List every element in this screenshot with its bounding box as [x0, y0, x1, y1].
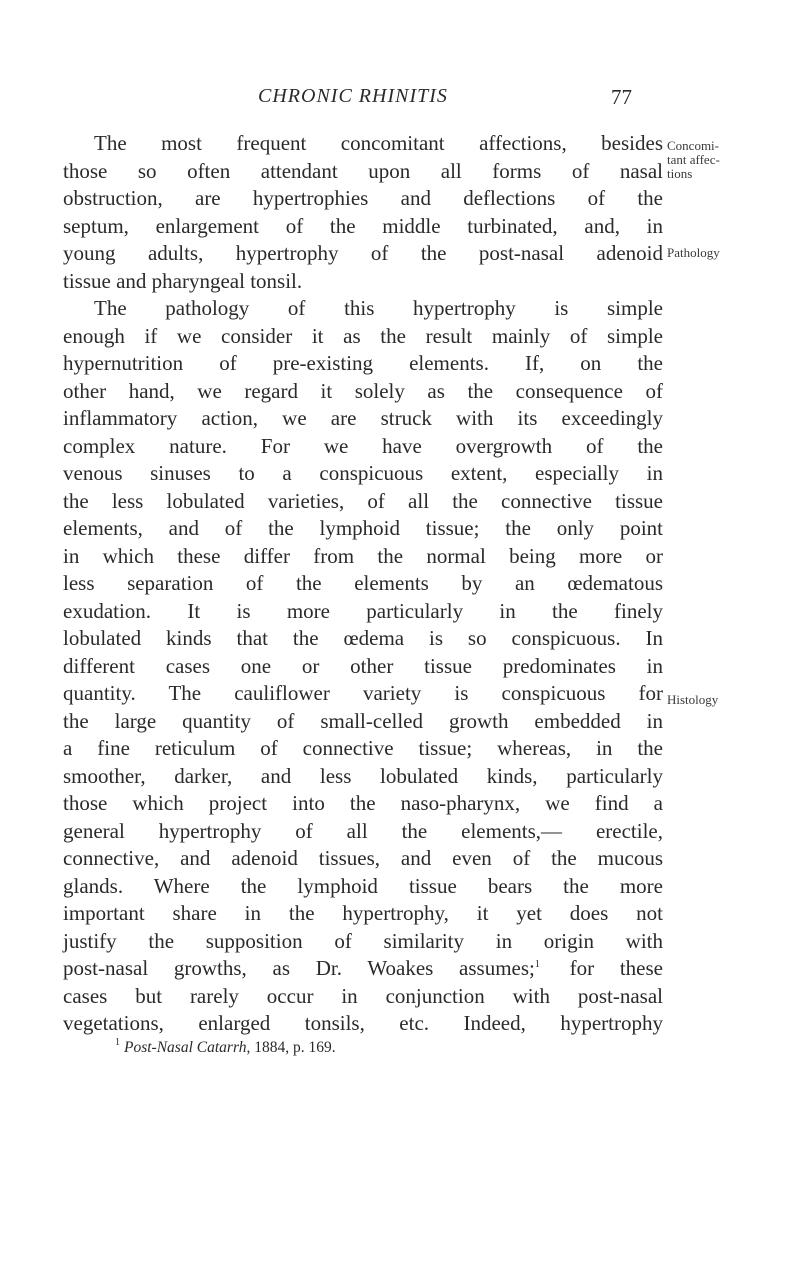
- text-line: young adults, hypertrophy of the post-nasal adenoid: [63, 241, 663, 265]
- text-line: exudation. It is more particularly in the finely: [63, 598, 663, 623]
- margin-note-concomitant: [667, 139, 797, 181]
- text-line: glands. Where the lymphoid tissue bears the more: [63, 873, 663, 898]
- text-line: smoother, darker, and less lobulated kinds, particularly: [63, 763, 663, 788]
- text-line: less separation of the elements by an œdematous: [63, 571, 663, 595]
- text-line: tissue and pharyngeal tonsil.: [63, 268, 303, 293]
- running-head: [0, 85, 800, 115]
- margin-note-line: tions: [667, 166, 693, 181]
- text-line: quantity. The cauliflower variety is conspicuous for: [63, 681, 663, 705]
- margin-note-line: tant affec-: [667, 152, 720, 167]
- text-line: general hypertrophy of all the elements,— erectile,: [63, 818, 663, 843]
- margin-note-line: Concomi-: [667, 138, 719, 153]
- text-line: vegetations, enlarged tonsils, etc. Indeed, hypertrophy: [63, 1011, 663, 1035]
- text-line: other hand, we regard it solely as the consequence of: [63, 378, 663, 403]
- text-line: the less lobulated varieties, of all the connective tissue: [63, 488, 663, 513]
- text-line: The pathology of this hypertrophy is simple: [94, 296, 663, 320]
- text-line: septum, enlargement of the middle turbinated, and, in: [63, 213, 663, 238]
- text-line: elements, and of the lymphoid tissue; the only point: [63, 516, 663, 540]
- margin-note-histology: Histology: [667, 692, 719, 707]
- paragraph-pathology: [63, 295, 663, 1038]
- text-line: the large quantity of small-celled growth embedded in: [63, 708, 663, 733]
- footnote-title: Post-Nasal Catarrh: [124, 1038, 247, 1056]
- text-line: cases but rarely occur in conjunction with post-nasal: [63, 983, 663, 1008]
- text-line: hypernutrition of pre-existing elements. If, on the: [63, 351, 663, 375]
- text-segment: for these: [543, 956, 663, 980]
- text-line: obstruction, are hypertrophies and deflections of the: [63, 186, 663, 210]
- text-line: a fine reticulum of connective tissue; whereas, in the: [63, 736, 663, 760]
- text-line: in which these differ from the normal being more or: [63, 543, 663, 568]
- text-line: The most frequent concomitant affections, besides: [94, 131, 663, 155]
- footnote: [63, 1037, 663, 1059]
- footnote-citation: , 1884, p. 169.: [246, 1038, 336, 1056]
- text-line: inflammatory action, we are struck with its exceedingly: [63, 406, 663, 430]
- text-line: venous sinuses to a conspicuous extent, especially in: [63, 461, 663, 485]
- running-title: CHRONIC RHINITIS: [258, 85, 448, 107]
- body-text: [63, 130, 663, 1059]
- footnote-reference[interactable]: 1: [534, 959, 540, 970]
- text-segment: post-nasal growths, as Dr. Woakes assumes;: [63, 956, 535, 980]
- text-line: enough if we consider it as the result mainly of simple: [63, 323, 663, 348]
- text-line: those so often attendant upon all forms of nasal: [63, 158, 663, 183]
- text-line: those which project into the naso-pharynx, we find a: [63, 791, 663, 815]
- paragraph-concomitant-affections: [63, 130, 663, 295]
- text-line: different cases one or other tissue predominates in: [63, 653, 663, 678]
- text-line: justify the supposition of similarity in origin with: [63, 928, 663, 953]
- page-number: 77: [611, 85, 632, 109]
- text-line: important share in the hypertrophy, it yet does not: [63, 901, 663, 925]
- text-line: connective, and adenoid tissues, and even of the mucous: [63, 846, 663, 870]
- text-line-with-footnote-ref: [63, 955, 663, 983]
- margin-note-pathology: Pathology: [667, 245, 720, 260]
- text-line: complex nature. For we have overgrowth of the: [63, 433, 663, 458]
- text-line: lobulated kinds that the œdema is so conspicuous. In: [63, 626, 663, 650]
- footnote-mark: 1: [115, 1037, 120, 1049]
